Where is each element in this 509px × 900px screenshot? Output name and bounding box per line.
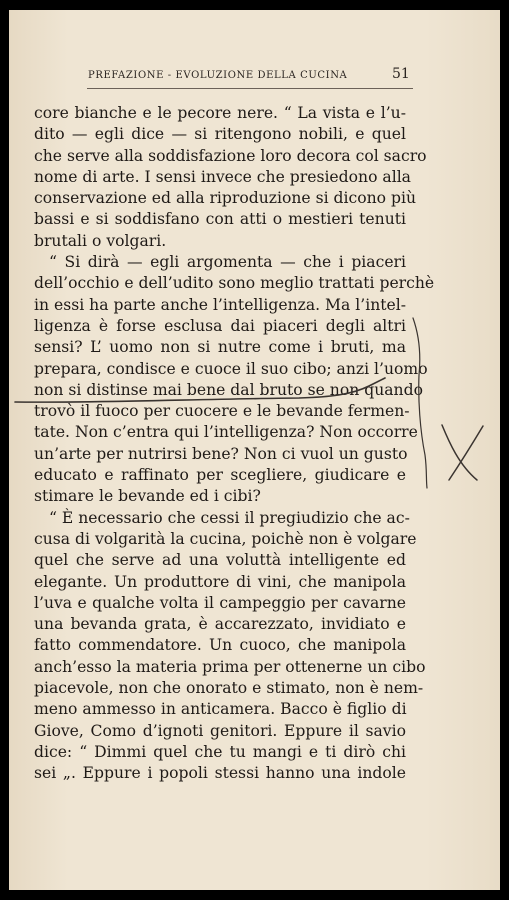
- text-line: una bevanda grata, è accarezzato, invidiato e: [34, 615, 406, 634]
- text-line: “ È necessario che cessi il pregiudizio che ac-: [49, 508, 410, 527]
- text-line: meno ammesso in anticamera. Bacco è figlio di: [34, 700, 407, 719]
- running-title: PREFAZIONE - EVOLUZIONE DELLA CUCINA: [88, 70, 348, 81]
- text-line: tate. Non c’entra qui l’intelligenza? Non occorre: [34, 423, 418, 442]
- text-line: ligenza è forse esclusa dai piaceri degli altri: [34, 316, 406, 335]
- text-line: stimare le bevande ed i cibi?: [34, 487, 261, 506]
- margin-bracket: [413, 318, 427, 488]
- book-page: [9, 10, 500, 890]
- text-line: Giove, Como d’ignoti genitori. Eppure il savio: [34, 721, 406, 740]
- text-line: dito — egli dice — si ritengono nobili, e quel: [34, 125, 406, 144]
- text-line: trovò il fuoco per cuocere e le bevande fermen-: [34, 402, 410, 421]
- text-line: elegante. Un produttore di vini, che manipola: [34, 572, 406, 591]
- text-line: cusa di volgarità la cucina, poichè non è volgare: [34, 529, 417, 548]
- text-line: sensi? L’ uomo non si nutre come i bruti, ma: [34, 338, 406, 357]
- page-header: [9, 64, 500, 86]
- text-line: brutali o volgari.: [34, 231, 167, 250]
- text-line: “ Si dirà — egli argomenta — che i piaceri: [49, 253, 406, 272]
- text-line: dice: “ Dimmi quel che tu mangi e ti dirò chi: [34, 742, 406, 761]
- text-line: piacevole, non che onorato e stimato, non è nem-: [34, 679, 424, 698]
- text-line: anch’esso la materia prima per ottenerne un cibo: [34, 657, 426, 676]
- text-line: in essi ha parte anche l’intelligenza. Ma l’intel-: [34, 295, 407, 314]
- text-line: educato e raffinato per scegliere, giudicare e: [34, 466, 406, 485]
- text-line: sei „. Eppure i popoli stessi hanno una indole: [34, 764, 406, 783]
- header-rule: [87, 88, 413, 89]
- text-line: fatto commendatore. Un cuoco, che manipola: [34, 636, 406, 655]
- text-line: un’arte per nutrirsi bene? Non ci vuol un gusto: [34, 444, 408, 463]
- body-text: [34, 103, 435, 785]
- text-line: dell’occhio e dell’udito sono meglio trattati perchè: [34, 274, 435, 293]
- text-line: nome di arte. I sensi invece che presiedono alla: [34, 167, 411, 186]
- page-number: 51: [392, 66, 410, 82]
- text-line: quel che serve ad una voluttà intelligente ed: [34, 551, 406, 570]
- text-line: core bianche e le pecore nere. “ La vista e l’u-: [34, 104, 406, 122]
- text-line: non si distinse mai bene dal bruto se non quando: [34, 380, 423, 399]
- margin-cross: [442, 425, 483, 480]
- text-line: conservazione ed alla riproduzione si dicono più: [34, 189, 417, 208]
- text-line: prepara, condisce e cuoce il suo cibo; anzi l’uomo: [34, 359, 428, 378]
- text-line: che serve alla soddisfazione loro decora col sacro: [34, 146, 427, 165]
- text-line: bassi e si soddisfano con atti o mestieri tenuti: [34, 210, 406, 229]
- text-line: l’uva e qualche volta il campeggio per cavarne: [34, 593, 406, 612]
